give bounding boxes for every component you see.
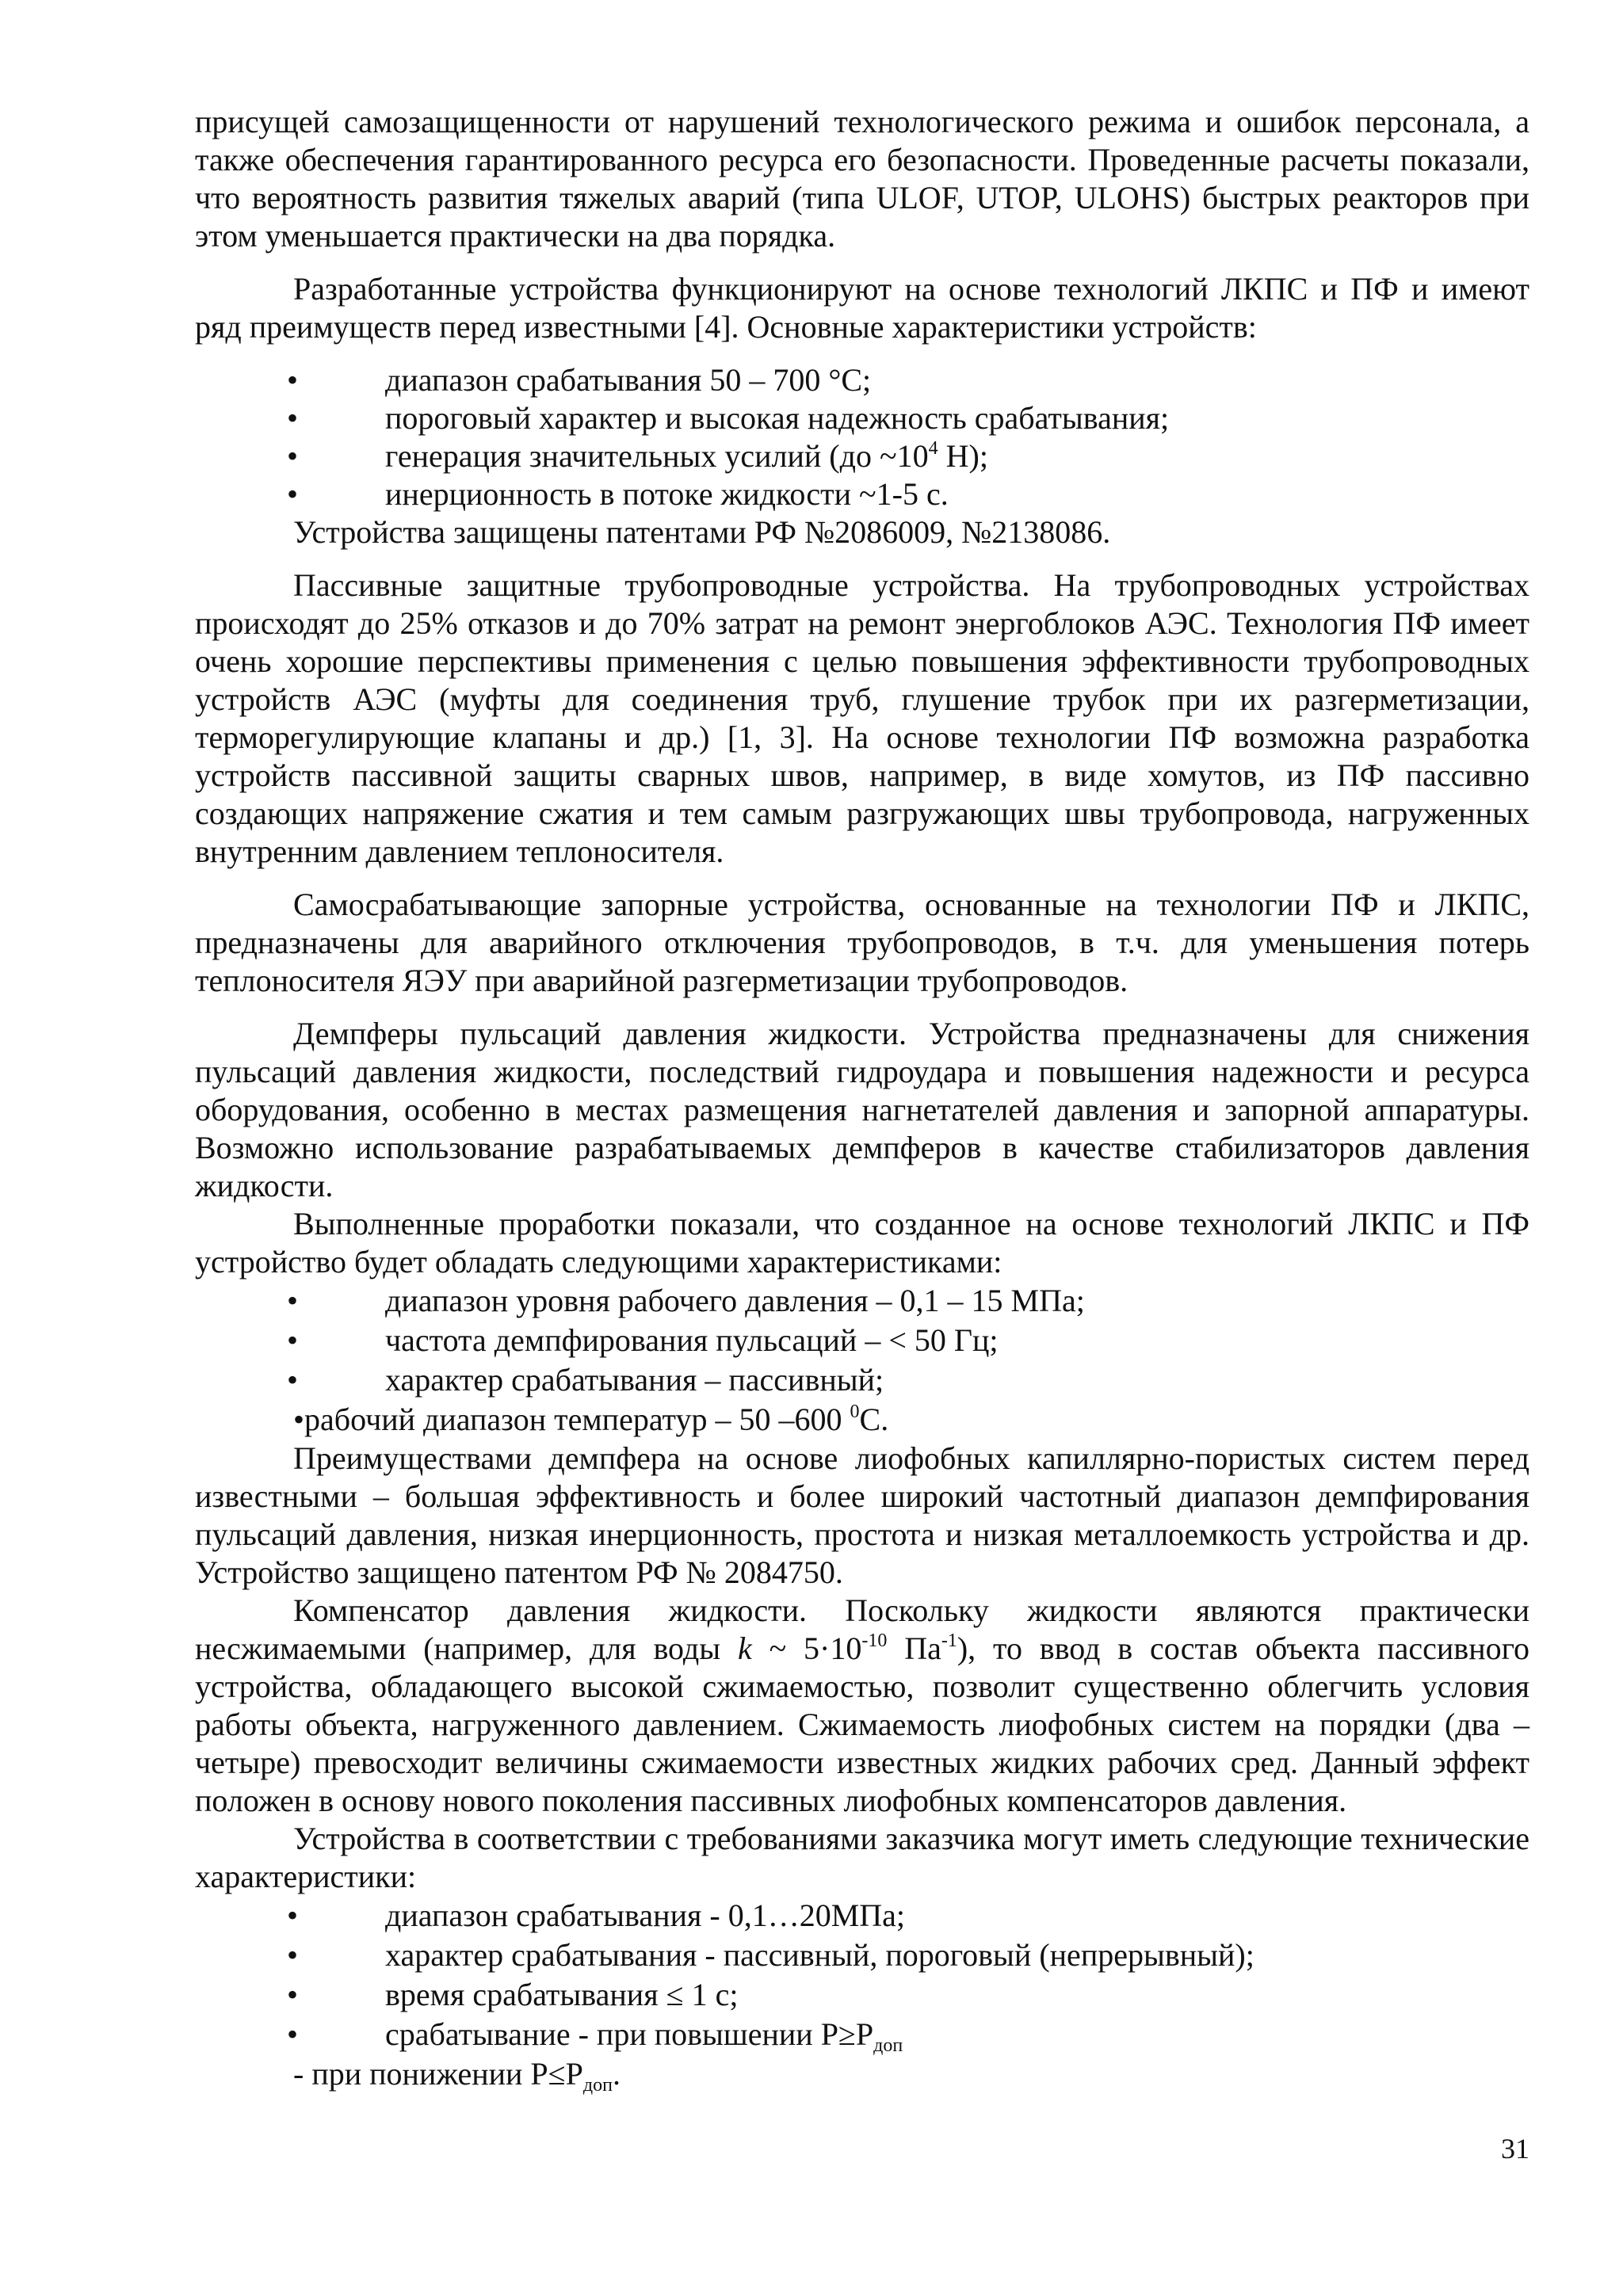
bullet-icon: • (287, 438, 299, 474)
list-item: • диапазон срабатывания - 0,1…20МПа; (195, 1896, 1529, 1936)
paragraph-compensator-specs: Устройства в соответствии с требованиями заказчика могут иметь следующие технические характеристики: (195, 1821, 1529, 1894)
list-item: • диапазон срабатывания 50 – 700 °С; (287, 362, 872, 398)
damper-characteristics-list (195, 1281, 1529, 1440)
bullet-icon: • (287, 1362, 299, 1398)
bullet-icon: • (287, 400, 299, 436)
list-item: • диапазон уровня рабочего давления – 0,1 – 15 МПа; (195, 1281, 1529, 1321)
list-item: • генерация значительных усилий (до $\sim 10^4$ Н); (287, 438, 988, 474)
list-item: • пороговый характер и высокая надежность срабатывания; (287, 400, 1170, 436)
bullet-icon: • (287, 1322, 299, 1358)
paragraph-dampers: Демпферы пульсаций давления жидкости. Устройства предназначены для снижения пульсаций давления жидкости, последствий гидроудара и повышения надежности и ресурса оборудования, особенно в местах размещения нагнетателей давления и запорной аппаратуры. Возможно использование разрабатываемых демпферов в качестве стабилизаторов давления жидкости. (195, 1016, 1529, 1203)
list-item: • характер срабатывания – пассивный; (195, 1360, 1529, 1400)
bullet-icon: • (287, 1897, 299, 1933)
paragraph-pipeline-devices: Пассивные защитные трубопроводные устройства. На трубопроводных устройствах происходят до 25% отказов и до 70% затрат на ремонт энергоблоков АЭС. Технология ПФ имеет очень хорошие перспективы применения с целью повышения эффективности трубопроводных устройств АЭС (муфты для соединения труб, глушение трубок при их разгерметизации, терморегулирующие клапаны и др.) [1, 3]. На основе технологии ПФ возможна разработка устройств пассивной защиты сварных швов, например, в виде хомутов, из ПФ пассивно создающих напряжение сжатия и тем самым разгружающих швы трубопровода, нагруженных внутренним давлением теплоносителя. (195, 567, 1529, 869)
paragraph-damper-results: Выполненные проработки показали, что созданное на основе технологий ЛКПС и ПФ устройство будет обладать следующими характеристиками: (195, 1206, 1529, 1280)
list-item: • инерционность в потоке жидкости ~1-5 с. (287, 476, 949, 512)
bullet-icon: • (287, 2016, 299, 2052)
page-body (195, 103, 1529, 2094)
list-item: • время срабатывания ≤ 1 с; (195, 1975, 1529, 2015)
bullet-icon: • (287, 362, 299, 398)
paragraph-damper-advantages: Преимуществами демпфера на основе лиофобных капиллярно-пористых систем перед известными – большая эффективность и более широкий частотный диапазон демпфирования пульсаций давления, низкая инерционность, простота и низкая металлоемкость устройства и др. Устройство защищено патентом РФ № 2084750. (195, 1440, 1529, 1590)
page-number: 31 (1501, 2133, 1529, 2164)
bullet-icon: • (287, 1283, 299, 1318)
bullet-icon: • (287, 476, 299, 512)
bullet-icon: • (293, 1402, 305, 1437)
list-item: • характер срабатывания - пассивный, пороговый (непрерывный); (195, 1936, 1529, 1975)
compensator-characteristics-list (195, 1896, 1529, 2094)
list-item: • частота демпфирования пульсаций – < 50 Гц; (195, 1321, 1529, 1360)
patents-line: Устройства защищены патентами РФ №2086009, №2138086. (293, 514, 1111, 550)
bullet-icon: • (287, 1937, 299, 1973)
paragraph-continuation: присущей самозащищенности от нарушений технологического режима и ошибок персонала, а также обеспечения гарантированного ресурса его безопасности. Проведенные расчеты показали, что вероятность развития тяжелых аварий (типа ULOF, UTOP, ULOHS) быстрых реакторов при этом уменьшается практически на два порядка. (195, 104, 1529, 254)
list-item: •рабочий диапазон температур – 50 –600 $^0$С. (293, 1402, 889, 1437)
list-item: • срабатывание - при повышении $Р\ge Р_{доп}$ (287, 2016, 903, 2056)
device-characteristics-list (195, 361, 1529, 513)
paragraph-devices-intro: Разработанные устройства функционируют на основе технологий ЛКПС и ПФ и имеют ряд преимуществ перед известными [4]. Основные характеристики устройств: (195, 271, 1529, 345)
paragraph-shutoff-devices: Самосрабатывающие запорные устройства, основанные на технологии ПФ и ЛКПС, предназначены для аварийного отключения трубопроводов, в т.ч. для уменьшения потерь теплоносителя ЯЭУ при аварийной разгерметизации трубопроводов. (195, 887, 1529, 998)
paragraph-compensator: Компенсатор давления жидкости. Поскольку жидкости являются практически несжимаемыми (например, для воды k ~ $5\cdot 10^{-10}$ $Па^{-1}$), то ввод в состав объекта пассивного устройства, обладающего высокой сжимаемостью, позволит существенно облегчить условия работы объекта, нагруженного давлением. Сжимаемость лиофобных систем на порядки (два – четыре) превосходит величины сжимаемости известных жидких рабочих сред. Данный эффект положен в основу нового поколения пассивных лиофобных компенсаторов давления. (195, 1592, 1530, 1818)
list-item: - при понижении $Р\le Р_{доп}$. (293, 2056, 621, 2096)
bullet-icon: • (287, 1977, 299, 2012)
